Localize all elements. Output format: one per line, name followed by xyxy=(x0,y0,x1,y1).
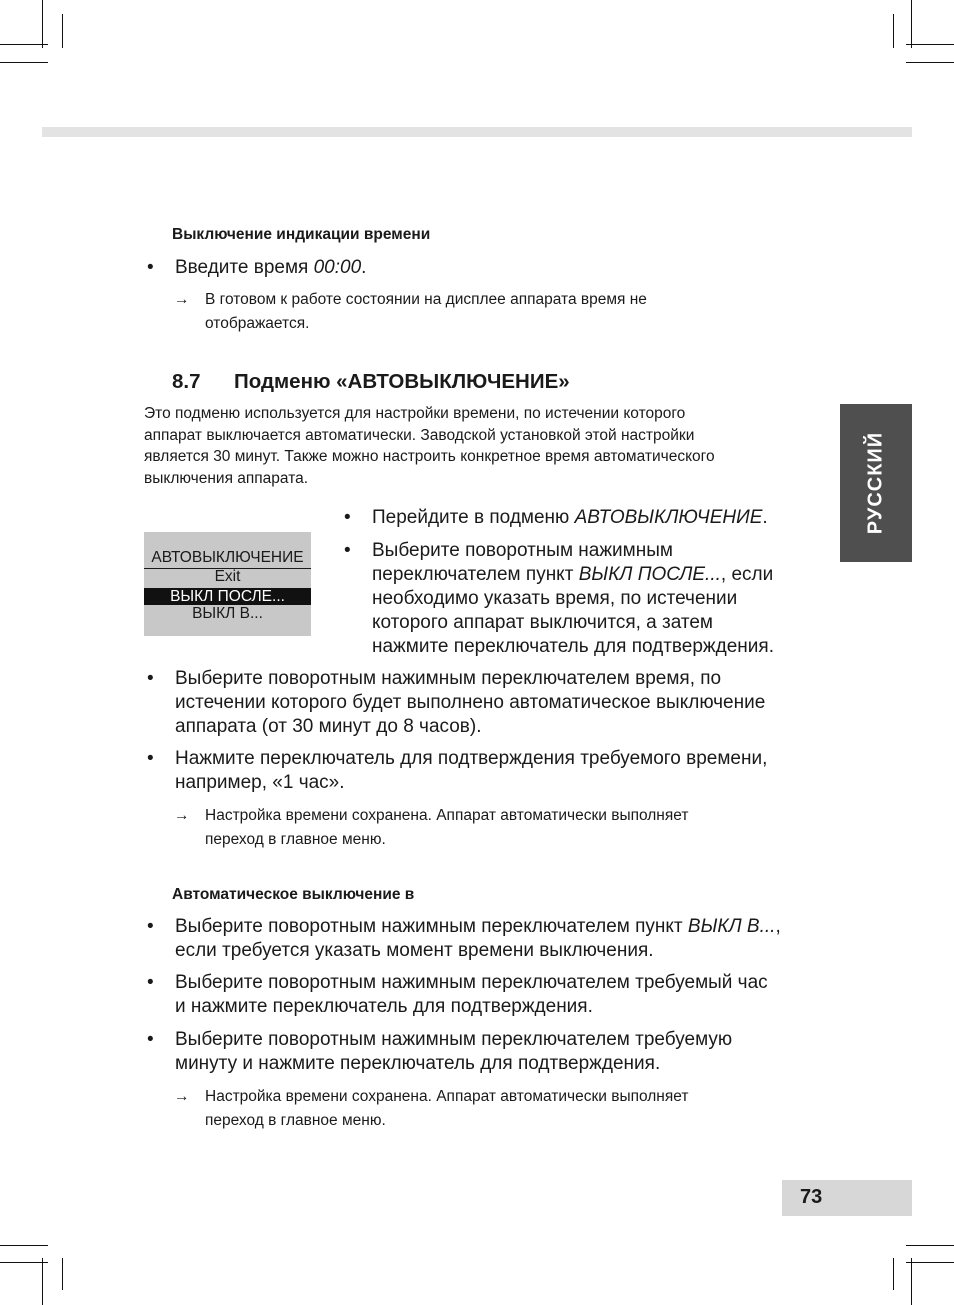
bullet-dot: • xyxy=(344,540,351,561)
bullet-dot: • xyxy=(344,507,351,528)
language-tab xyxy=(840,404,912,562)
crop-mark xyxy=(42,1258,43,1305)
step-confirm-time: • Нажмите переключатель для подтверждения требуемого времени, например, «1 час». xyxy=(147,748,768,793)
step-select-off-at: • Выберите поворотным нажимным переключателем пункт ВЫКЛ В..., если требуется указать момент времени выключения. xyxy=(147,916,781,961)
menu-item-selected: ВЫКЛ ПОСЛЕ... xyxy=(144,588,311,605)
menu-title: АВТОВЫКЛЮЧЕНИЕ xyxy=(144,548,311,569)
result-note-time: → В готовом к работе состоянии на дисплее аппарата время не отображается. xyxy=(205,288,647,336)
subheading-time-display: Выключение индикации времени xyxy=(172,226,431,243)
arrow-icon: → xyxy=(174,1088,190,1105)
crop-mark xyxy=(0,1262,48,1263)
step-enter-time: • Введите время 00:00. xyxy=(147,257,367,278)
step-select-hour: • Выберите поворотным нажимным переключателем требуемый час и нажмите переключатель для подтверждения. xyxy=(147,972,768,1017)
crop-mark xyxy=(906,62,954,63)
section-title: 8.7 Подменю «АВТОВЫКЛЮЧЕНИЕ» xyxy=(172,370,570,393)
crop-mark xyxy=(911,0,912,48)
page-number: 73 xyxy=(800,1186,823,1208)
page-number-box xyxy=(782,1180,912,1216)
bullet-dot: • xyxy=(147,748,154,769)
crop-mark xyxy=(62,14,63,48)
step-select-off-after: • Выберите поворотным нажимным переключателем пункт ВЫКЛ ПОСЛЕ..., если необходимо указать время, по истечении которого аппарат выключится, а затем нажмите переключатель для подтверждения. xyxy=(344,540,774,657)
menu-item: ВЫКЛ В... xyxy=(192,605,263,622)
menu-item-exit: Exit xyxy=(214,568,241,585)
bullet-dot: • xyxy=(147,668,154,689)
step-open-submenu: • Перейдите в подменю АВТОВЫКЛЮЧЕНИЕ. xyxy=(344,507,768,528)
crop-mark xyxy=(893,1258,894,1290)
crop-mark xyxy=(0,44,48,45)
arrow-icon: → xyxy=(174,807,190,824)
result-note-saved-2: → Настройка времени сохранена. Аппарат автоматически выполняет переход в главное меню. xyxy=(205,1085,688,1133)
subheading-off-at: Автоматическое выключение в xyxy=(172,886,415,903)
crop-mark xyxy=(42,0,43,48)
step-select-minute: • Выберите поворотным нажимным переключателем требуемую минуту и нажмите переключатель для подтверждения. xyxy=(147,1029,733,1074)
crop-mark xyxy=(62,1258,63,1290)
crop-mark xyxy=(911,1258,912,1305)
language-tab-label: РУССКИЙ xyxy=(864,431,887,535)
header-band xyxy=(42,127,912,137)
bullet-dot: • xyxy=(147,257,154,278)
arrow-icon: → xyxy=(174,291,190,308)
crop-mark xyxy=(906,44,954,45)
step-select-time: • Выберите поворотным нажимным переключателем время, по истечении которого будет выполнено автоматическое выключение аппарата (от 30 минут до 8 часов). xyxy=(147,668,766,737)
section-intro: Это подменю используется для настройки времени, по истечении которого аппарат выключается автоматически. Заводской установкой этой настройки является 30 минут. Также можно настроить конкретное время автоматического выключения аппарата. xyxy=(144,405,715,487)
crop-mark xyxy=(0,62,48,63)
bullet-dot: • xyxy=(147,1029,154,1050)
crop-mark xyxy=(906,1245,954,1246)
device-display-menu xyxy=(144,532,311,636)
crop-mark xyxy=(893,14,894,48)
crop-mark xyxy=(906,1262,954,1263)
crop-mark xyxy=(0,1245,48,1246)
bullet-dot: • xyxy=(147,972,154,993)
bullet-dot: • xyxy=(147,916,154,937)
result-note-saved: → Настройка времени сохранена. Аппарат автоматически выполняет переход в главное меню. xyxy=(205,804,688,852)
